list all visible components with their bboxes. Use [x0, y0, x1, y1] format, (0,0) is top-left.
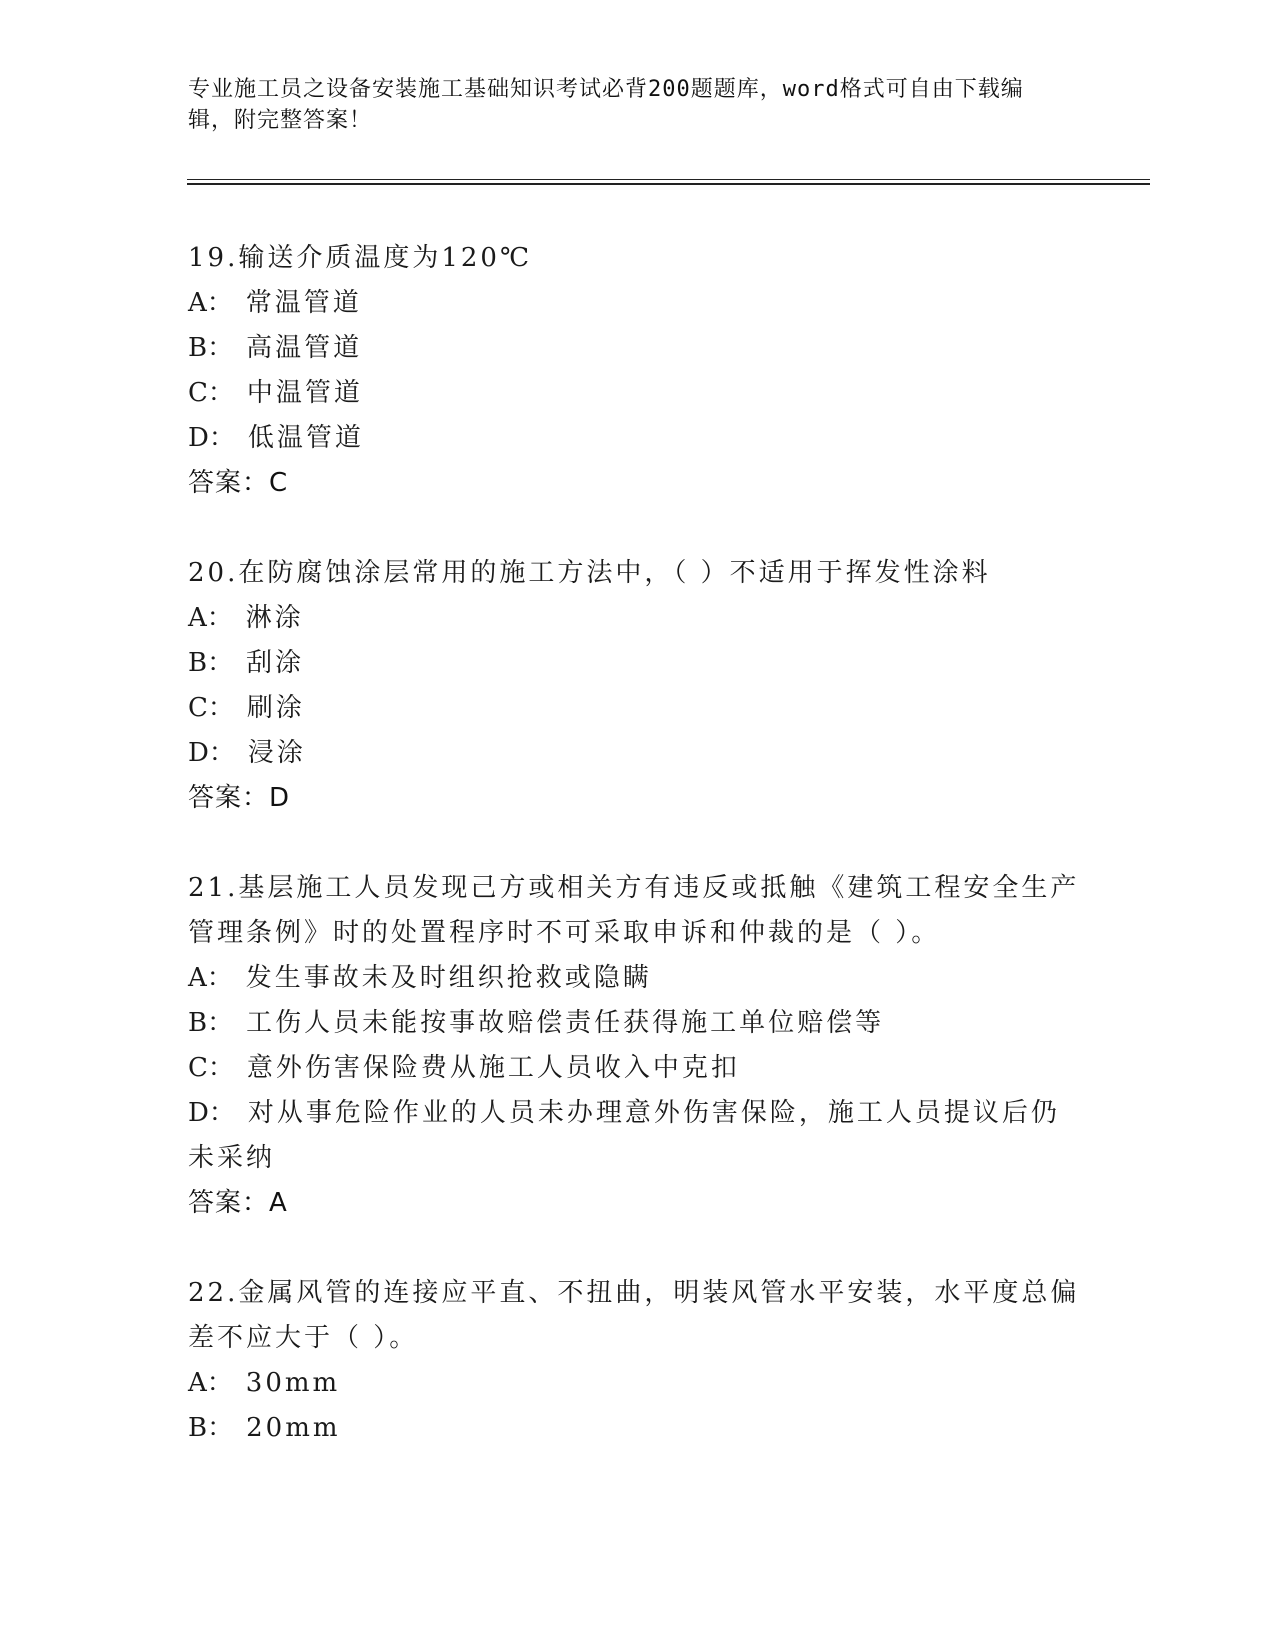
answer-value: D [269, 783, 291, 813]
document-header: 专业施工员之设备安装施工基础知识考试必背200题题库，word格式可自由下载编辑，附完整答案！ [188, 77, 1024, 133]
option-a [188, 281, 1088, 326]
option-separator: ： [207, 648, 237, 678]
question-text: 21.基层施工人员发现己方或相关方有违反或抵触《建筑工程安全生产管理条例》时的处置程序时不可采取申诉和仲裁的是（ ）。 [188, 873, 1080, 948]
option-b [188, 1001, 1088, 1046]
option-text: 工伤人员未能按事故赔偿责任获得施工单位赔偿等 [246, 1008, 885, 1038]
question-block [188, 866, 1088, 1226]
option-letter: C [188, 693, 208, 723]
answer-value: A [269, 1188, 288, 1218]
answer-label: 答案： [188, 468, 270, 498]
option-separator: ： [208, 1098, 238, 1128]
option-separator: ： [206, 1368, 236, 1398]
option-text: 20mm [246, 1413, 341, 1443]
answer-line [188, 776, 1088, 821]
answer-label: 答案： [188, 783, 270, 813]
header-divider-bottom [187, 183, 1150, 185]
question-block [188, 1271, 1088, 1451]
option-letter: B [188, 648, 208, 678]
option-a [188, 956, 1088, 1001]
option-c [188, 686, 1088, 731]
option-text: 意外伤害保险费从施工人员收入中克扣 [246, 1053, 740, 1083]
option-letter: A [188, 963, 207, 993]
option-letter: A [188, 603, 207, 633]
option-letter: D [188, 1098, 209, 1128]
option-text: 对从事危险作业的人员未办理意外伤害保险，施工人员提议后仍未采纳 [188, 1098, 1060, 1173]
option-separator: ： [207, 1053, 237, 1083]
option-separator: ： [206, 963, 236, 993]
option-separator: ： [207, 333, 237, 363]
option-a [188, 1361, 1088, 1406]
answer-line [188, 1181, 1088, 1226]
option-text: 浸涂 [247, 738, 306, 768]
option-b [188, 1406, 1088, 1451]
option-separator: ： [208, 423, 238, 453]
option-d [188, 731, 1088, 776]
option-text: 淋涂 [245, 603, 304, 633]
question-list [188, 236, 1088, 1496]
option-text: 刷涂 [246, 693, 305, 723]
option-d [188, 1091, 1088, 1181]
question-text: 22.金属风管的连接应平直、不扭曲，明装风管水平安装，水平度总偏差不应大于（ ）。 [188, 1278, 1080, 1353]
option-a [188, 596, 1088, 641]
answer-label: 答案： [188, 1188, 270, 1218]
option-text: 高温管道 [246, 333, 363, 363]
option-letter: C [188, 378, 208, 408]
option-text: 中温管道 [246, 378, 363, 408]
option-letter: B [188, 333, 208, 363]
option-separator: ： [208, 738, 238, 768]
answer-value: C [269, 468, 289, 498]
option-separator: ： [207, 693, 237, 723]
option-text: 刮涂 [246, 648, 305, 678]
option-separator: ： [207, 378, 237, 408]
option-separator: ： [206, 288, 236, 318]
option-text: 30mm [245, 1368, 341, 1398]
option-d [188, 416, 1088, 461]
option-separator: ： [206, 603, 236, 633]
option-letter: B [188, 1413, 208, 1443]
option-text: 发生事故未及时组织抢救或隐瞒 [245, 963, 652, 993]
header-divider-top [187, 179, 1150, 180]
option-letter: A [188, 288, 207, 318]
option-b [188, 641, 1088, 686]
option-c [188, 371, 1088, 416]
question-text: 20.在防腐蚀涂层常用的施工方法中，（ ）不适用于挥发性涂料 [188, 558, 991, 588]
option-letter: A [188, 1368, 207, 1398]
question-block [188, 236, 1088, 506]
option-b [188, 326, 1088, 371]
option-text: 低温管道 [247, 423, 364, 453]
option-letter: D [188, 423, 209, 453]
option-letter: D [188, 738, 209, 768]
option-letter: B [188, 1008, 208, 1038]
option-letter: C [188, 1053, 208, 1083]
answer-line [188, 461, 1088, 506]
option-separator: ： [207, 1008, 237, 1038]
question-block [188, 551, 1088, 821]
option-c [188, 1046, 1088, 1091]
question-text: 19.输送介质温度为120℃ [188, 243, 533, 273]
option-separator: ： [207, 1413, 237, 1443]
option-text: 常温管道 [245, 288, 362, 318]
